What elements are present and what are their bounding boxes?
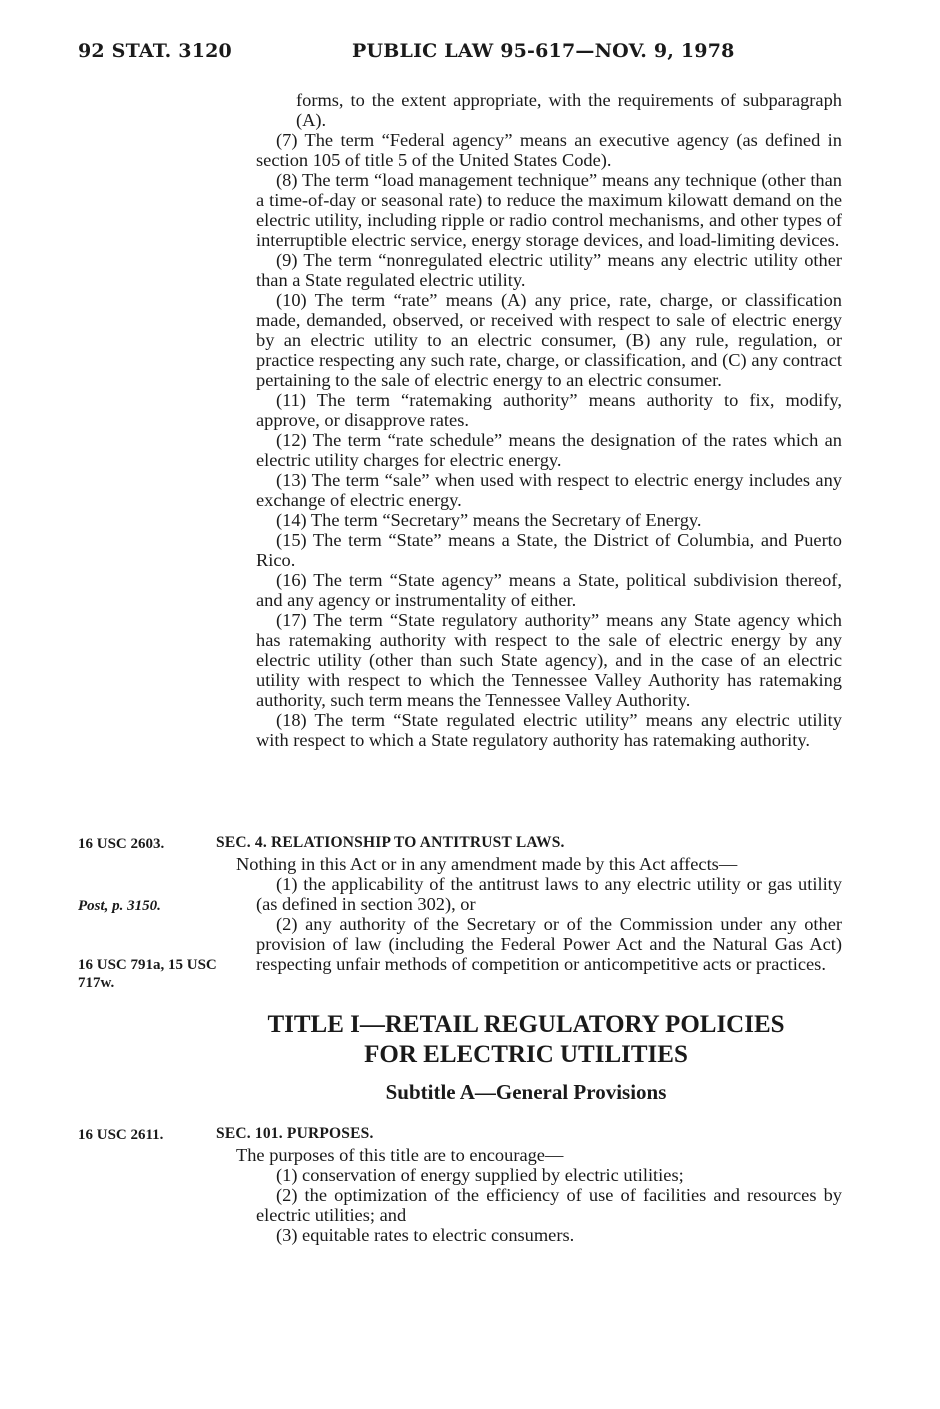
definition-12: (12) The term “rate schedule” means the designation of the rates which an electric utility charges for electric energy. [256, 430, 842, 470]
section-101-item-2: (2) the optimization of the efficiency of use of facilities and resources by electric utilities; and [256, 1185, 842, 1225]
section-4-item-1: (1) the applicability of the antitrust laws to any electric utility or gas utility (as defined in section 302), or [256, 874, 842, 914]
definition-18: (18) The term “State regulated electric utility” means any electric utility with respect to which a State regulatory authority has ratemaking authority. [256, 710, 842, 750]
running-header: PUBLIC LAW 95-617—NOV. 9, 1978 [352, 40, 735, 62]
page-stat-number: 92 STAT. 3120 [78, 40, 232, 62]
section-4-item-2: (2) any authority of the Secretary or of the Commission under any other provision of law (including the Federal Power Act and the Natural Gas Act) respecting unfair methods of competition or anticompetitive acts or practices. [256, 914, 842, 974]
definition-11: (11) The term “ratemaking authority” means authority to fix, modify, approve, or disapprove rates. [256, 390, 842, 430]
margin-note-16usc2611: 16 USC 2611. [78, 1127, 164, 1143]
section-101-body [236, 1145, 842, 1245]
section-4-heading: SEC. 4. RELATIONSHIP TO ANTITRUST LAWS. [216, 834, 565, 851]
definition-15: (15) The term “State” means a State, the District of Columbia, and Puerto Rico. [256, 530, 842, 570]
margin-note-post: Post, p. 3150. [78, 898, 161, 914]
title-line-2: FOR ELECTRIC UTILITIES [364, 1041, 688, 1068]
section-101-item-3: (3) equitable rates to electric consumers. [276, 1225, 575, 1245]
definition-13: (13) The term “sale” when used with respect to electric energy includes any exchange of electric energy. [256, 470, 842, 510]
title-heading [216, 1010, 836, 1070]
title-line-1: TITLE I—RETAIL REGULATORY POLICIES [267, 1011, 785, 1038]
section-4-intro: Nothing in this Act or in any amendment made by this Act affects— [236, 854, 738, 874]
section-101-intro: The purposes of this title are to encourage— [236, 1145, 564, 1165]
section-101-heading: SEC. 101. PURPOSES. [216, 1125, 374, 1142]
definition-7: (7) The term “Federal agency” means an executive agency (as defined in section 105 of title 5 of the United States Code). [256, 130, 842, 170]
margin-note-16usc791a: 16 USC 791a, 15 USC 717w. [78, 957, 217, 991]
subtitle-heading: Subtitle A—General Provisions [385, 1080, 667, 1104]
definition-17: (17) The term “State regulatory authority” means any State agency which has ratemaking authority with respect to the sale of electric energy by any electric utility (other than such State agency), and in the case of an electric utility with respect to which the Tennessee Valley Authority has ratemaking authority, such term means the Tennessee Valley Authority. [256, 610, 842, 710]
definition-14: (14) The term “Secretary” means the Secretary of Energy. [276, 510, 702, 530]
definition-continuation: forms, to the extent appropriate, with the requirements of subparagraph (A). [296, 90, 842, 130]
definitions-block [256, 90, 842, 750]
margin-note-16usc2603: 16 USC 2603. [78, 836, 165, 852]
definition-9: (9) The term “nonregulated electric utility” means any electric utility other than a State regulated electric utility. [256, 250, 842, 290]
definition-8: (8) The term “load management technique” means any technique (other than a time-of-day or seasonal rate) to reduce the maximum kilowatt demand on the electric utility, including ripple or radio control mechanisms, and other types of interruptible electric service, energy storage devices, and load-limiting devices. [256, 170, 842, 250]
section-4-body [236, 854, 842, 974]
definition-16: (16) The term “State agency” means a State, political subdivision thereof, and any agency or instrumentality of either. [256, 570, 842, 610]
definition-10: (10) The term “rate” means (A) any price, rate, charge, or classification made, demanded, observed, or received with respect to sale of electric energy by an electric utility to an electric consumer, (B) any rule, regulation, or practice respecting any such rate, charge, or classification, and (C) any contract pertaining to the sale of electric energy to an electric consumer. [256, 290, 842, 390]
section-101-item-1: (1) conservation of energy supplied by electric utilities; [276, 1165, 684, 1185]
